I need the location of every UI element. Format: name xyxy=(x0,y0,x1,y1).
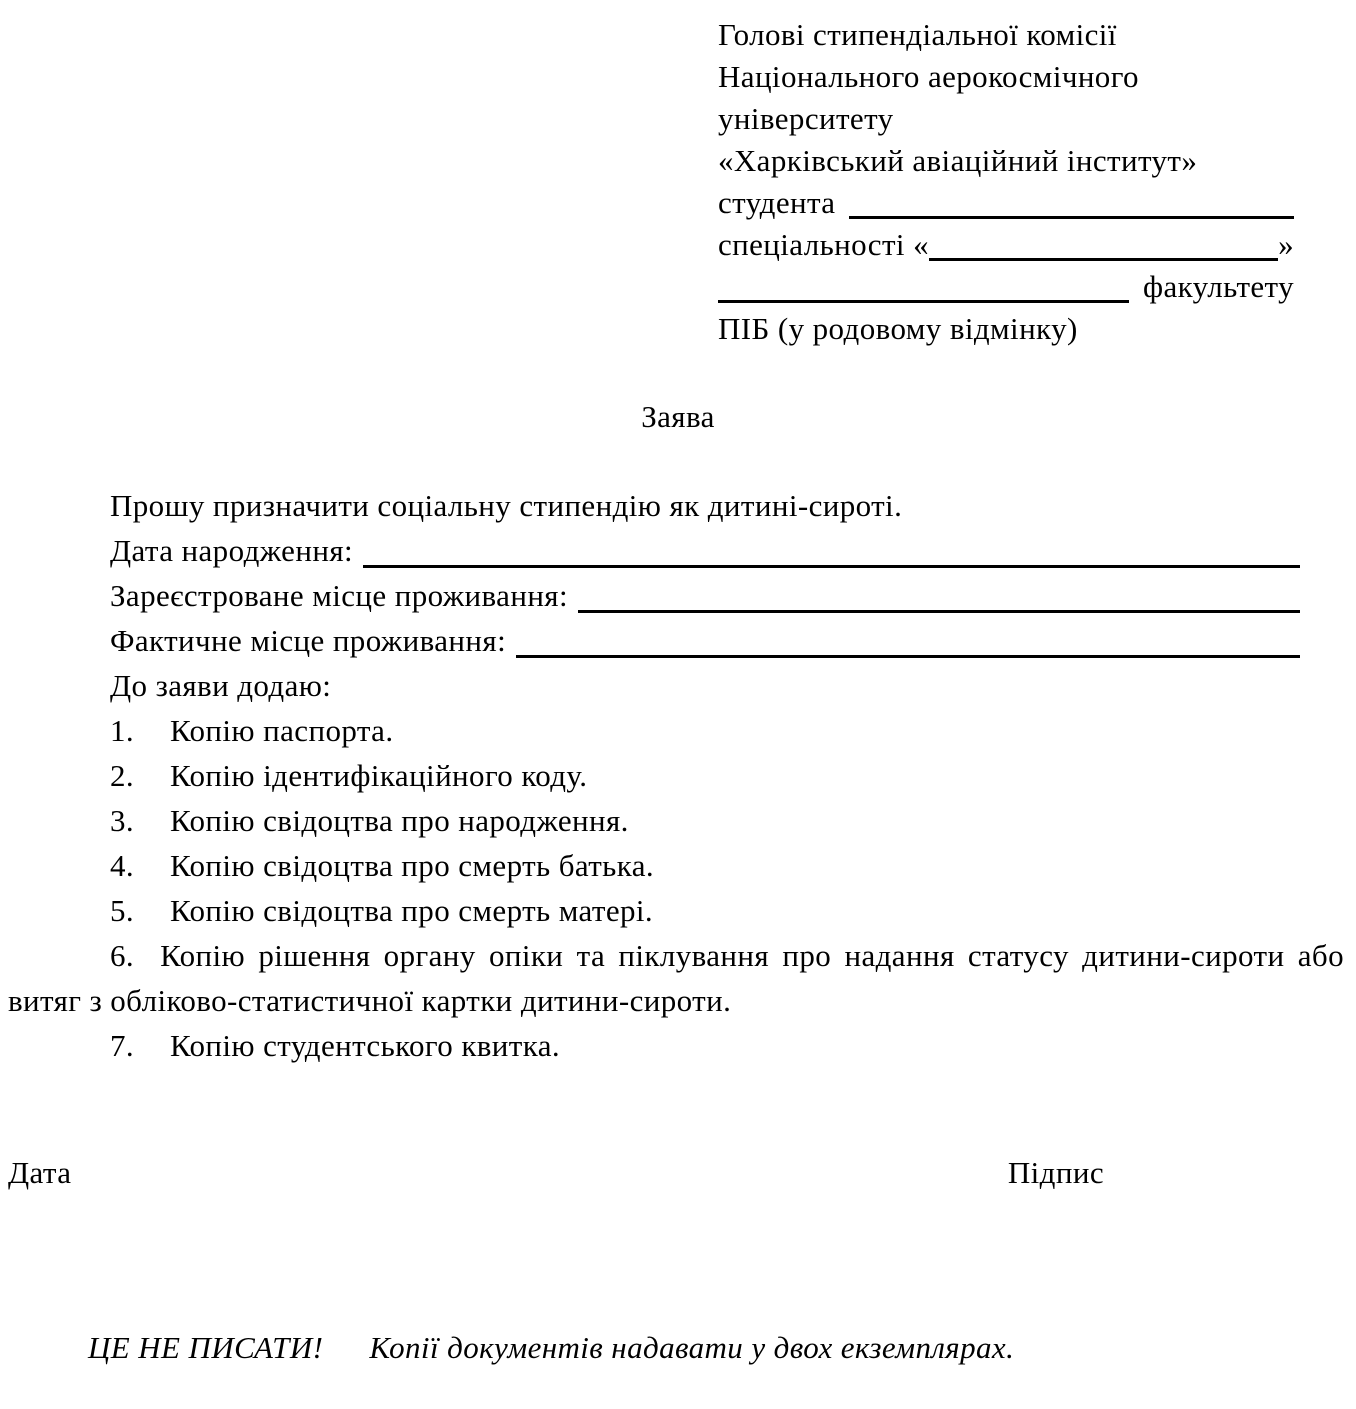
attachment-number: 6. xyxy=(110,938,135,973)
document-title: Заява xyxy=(641,399,715,434)
attachment-item-4 xyxy=(0,843,1356,888)
recipient-line-university-2: університету xyxy=(718,101,894,136)
recipient-line-institute: «Харківський авіаційний інститут» xyxy=(718,143,1198,178)
pib-note: ПІБ (у родовому відмінку) xyxy=(718,311,1078,346)
specialty-closing-quote: » xyxy=(1278,227,1294,262)
attachments-intro: До заяви додаю: xyxy=(110,668,332,703)
actual-address-row xyxy=(0,618,1356,663)
birth-date-blank-line[interactable] xyxy=(363,565,1300,568)
faculty-blank-line[interactable] xyxy=(718,300,1129,303)
attachment-number: 2. xyxy=(110,758,135,793)
student-name-blank-line[interactable] xyxy=(849,216,1294,219)
attachment-text: Копію студентського квитка. xyxy=(170,1028,561,1063)
student-label: студента xyxy=(718,185,836,220)
do-not-write-warning: ЦЕ НЕ ПИСАТИ! xyxy=(88,1330,324,1365)
recipient-line-commission: Голові стипендіальної комісії xyxy=(718,17,1117,52)
attachment-item-5 xyxy=(0,888,1356,933)
registered-address-row xyxy=(0,573,1356,618)
date-signature-row xyxy=(0,1150,1356,1195)
specialty-label: спеціальності « xyxy=(718,227,929,262)
specialty-blank-line[interactable] xyxy=(929,258,1278,261)
bottom-note-row xyxy=(0,1325,1356,1370)
attachment-number: 3. xyxy=(110,803,135,838)
attachment-item-1 xyxy=(0,708,1356,753)
attachment-text: Копію рішення органу опіки та піклування про надання статусу дитини-сироти або витяг з обліково-статистичної картки дитини-сироти. xyxy=(8,938,1344,1018)
recipient-line-university-1: Національного аерокосмічного xyxy=(718,59,1139,94)
actual-address-blank-line[interactable] xyxy=(516,655,1300,658)
attachment-text: Копію паспорта. xyxy=(170,713,394,748)
attachment-item-6 xyxy=(0,933,1356,1023)
birth-date-row xyxy=(0,528,1356,573)
attachment-text: Копію свідоцтва про смерть матері. xyxy=(170,893,654,928)
attachment-number: 7. xyxy=(110,1028,135,1063)
attachment-number: 1. xyxy=(110,713,135,748)
signature-label: Підпис xyxy=(1007,1155,1104,1190)
actual-address-label: Фактичне місце проживання: xyxy=(110,623,507,658)
attachment-text: Копію свідоцтва про народження. xyxy=(170,803,629,838)
faculty-row xyxy=(718,266,1294,308)
birth-date-label: Дата народження: xyxy=(110,533,353,568)
attachment-number: 5. xyxy=(110,893,135,928)
attachment-item-7 xyxy=(0,1023,1356,1068)
specialty-row xyxy=(718,224,1294,266)
faculty-label: факультету xyxy=(1143,269,1294,304)
student-row xyxy=(718,182,1294,224)
recipient-block xyxy=(718,14,1294,350)
attachment-text: Копію свідоцтва про смерть батька. xyxy=(170,848,655,883)
copies-instruction: Копії документів надавати у двох екземплярах. xyxy=(369,1330,1015,1365)
registered-address-label: Зареєстроване місце проживання: xyxy=(110,578,568,613)
request-paragraph: Прошу призначити соціальну стипендію як дитині-сироті. xyxy=(110,488,903,523)
attachment-item-3 xyxy=(0,798,1356,843)
attachment-item-2 xyxy=(0,753,1356,798)
date-label: Дата xyxy=(8,1155,72,1190)
registered-address-blank-line[interactable] xyxy=(578,610,1300,613)
attachment-number: 4. xyxy=(110,848,135,883)
attachment-text: Копію ідентифікаційного коду. xyxy=(170,758,588,793)
